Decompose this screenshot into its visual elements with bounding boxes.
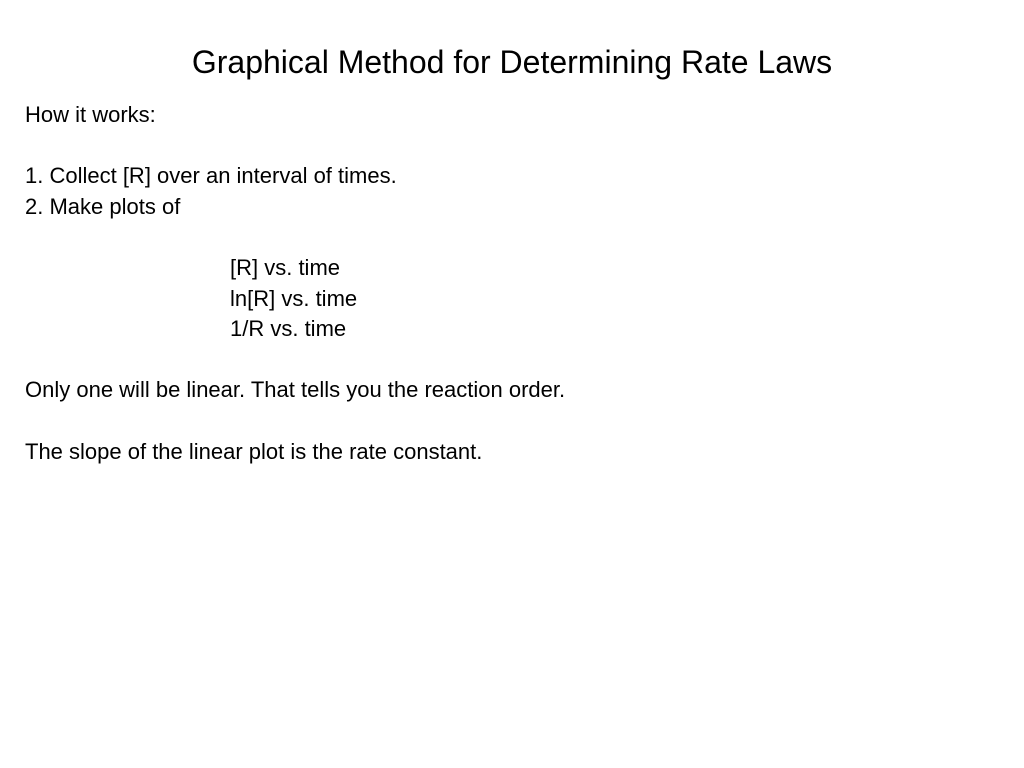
conclusion-text: Only one will be linear. That tells you the reaction order.	[25, 377, 566, 403]
intro-text: How it works:	[25, 102, 156, 127]
step-item: 1. Collect [R] over an interval of times.	[25, 163, 397, 189]
step-item: 2. Make plots of	[25, 193, 181, 219]
conclusion-text: The slope of the linear plot is the rate constant.	[25, 438, 483, 464]
slide-title: Graphical Method for Determining Rate Laws	[191, 44, 833, 80]
plot-item: [R] vs. time	[230, 254, 341, 280]
blank-line	[25, 345, 1005, 376]
blank-line	[25, 222, 1005, 253]
plot-item: ln[R] vs. time	[230, 285, 358, 311]
blank-line	[25, 131, 1005, 162]
slide-body	[25, 100, 1005, 467]
plot-item: 1/R vs. time	[230, 316, 347, 342]
blank-line	[25, 406, 1005, 437]
